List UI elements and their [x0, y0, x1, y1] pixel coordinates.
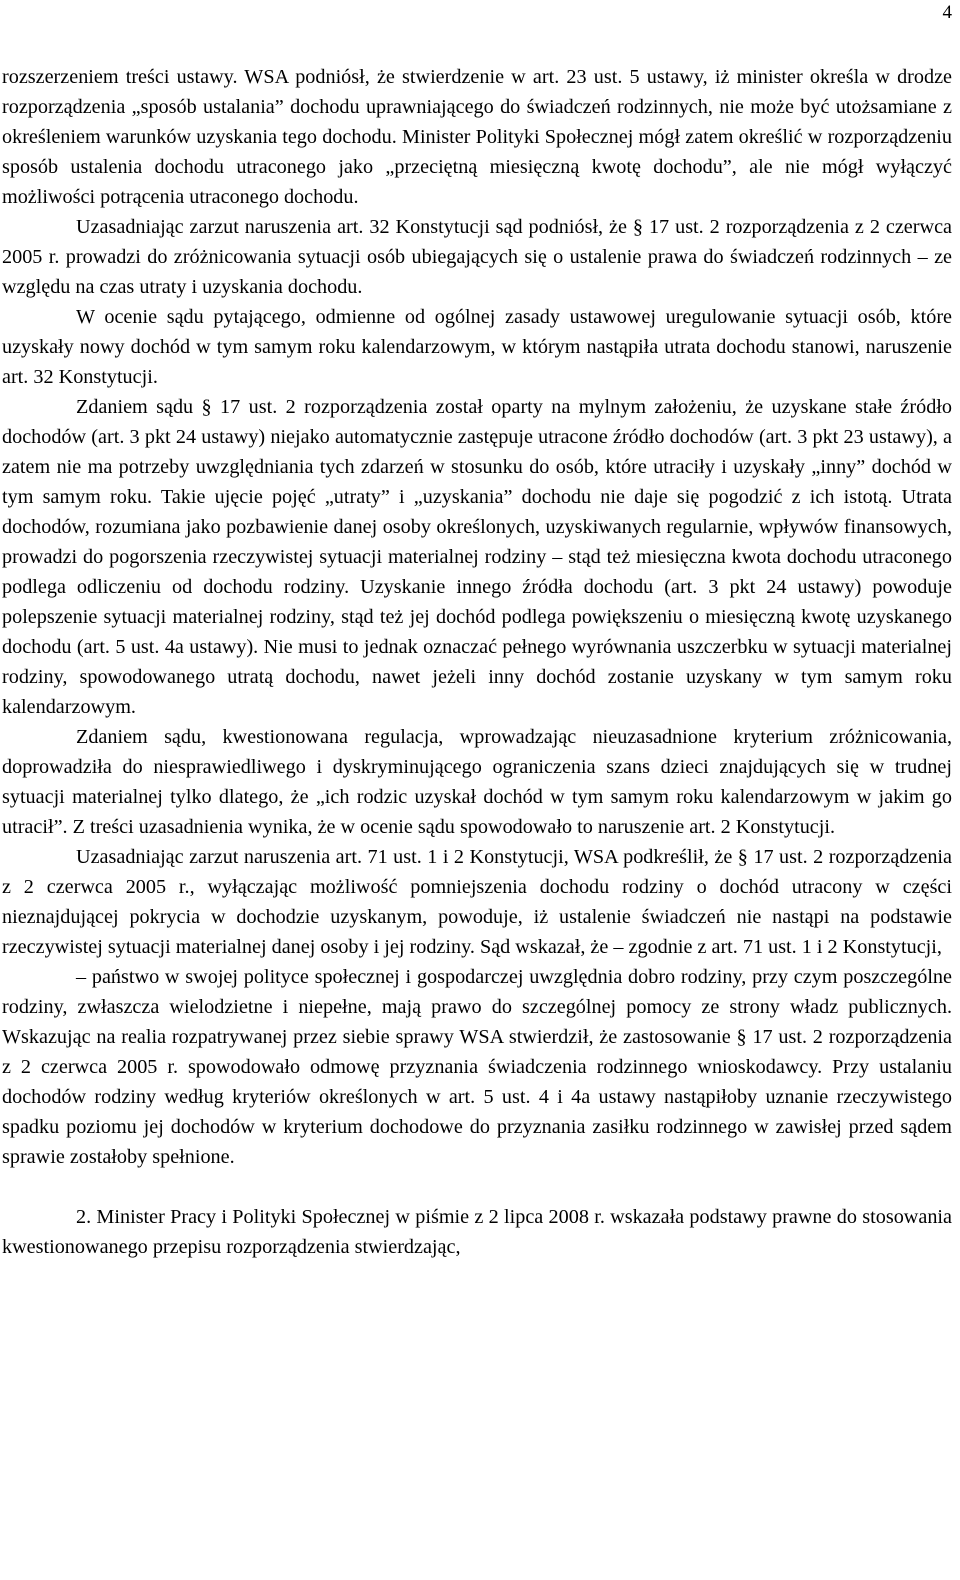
page-number: 4	[942, 2, 952, 23]
paragraph-continuation: rozszerzeniem treści ustawy. WSA podniósł, że stwierdzenie w art. 23 ust. 5 ustawy, iż minister określa w drodze rozporządzenia „sposób ustalania” dochodu uprawniającego do świadczeń rodzinnych, nie może być utożsamiane z określeniem warunków uzyskania tego dochodu. Minister Polityki Społecznej mógł zatem określić w rozporządzeniu sposób ustalenia dochodu utraconego jako „przeciętną miesięczną kwotę dochodu”, ale nie mógł wyłączyć możliwości potrącenia utraconego dochodu.	[2, 66, 952, 208]
paragraph: Uzasadniając zarzut naruszenia art. 32 Konstytucji sąd podniósł, że § 17 ust. 2 rozporządzenia z 2 czerwca 2005 r. prowadzi do zróżnicowania sytuacji osób ubiegających się o ustalenie prawa do świadczeń rodzinnych – ze względu na czas utraty i uzyskania dochodu.	[2, 216, 952, 298]
paragraph: Zdaniem sądu § 17 ust. 2 rozporządzenia został oparty na mylnym założeniu, że uzyskane stałe źródło dochodów (art. 3 pkt 24 ustawy) niejako automatycznie zastępuje utracone źródło dochodów (art. 3 pkt 23 ustawy), a zatem nie ma potrzeby uwzględniania tych zdarzeń w stosunku do osób, które utraciły i uzyskały „inny” dochód w tym samym roku. Takie ujęcie pojęć „utraty” i „uzyskania” dochodu nie daje się pogodzić z ich istotą. Utrata dochodów, rozumiana jako pozbawienie danej osoby określonych, uzyskiwanych regularnie, wpływów finansowych, prowadzi do pogorszenia rzeczywistej sytuacji materialnej rodziny – stąd też miesięczna kwota dochodu utraconego podlega odliczeniu od dochodu rodziny. Uzyskanie innego źródła dochodu (art. 3 pkt 24 ustawy) powoduje polepszenie sytuacji materialnej rodziny, stąd też jej dochód podlega powiększeniu o miesięczną kwotę uzyskanego dochodu (art. 5 ust. 4a ustawy). Nie musi to jednak oznaczać pełnego wyrównania uszczerbku w sytuacji materialnej rodziny, spowodowanego utratą dochodu, nawet jeżeli inny dochód zostanie uzyskany w tym samym roku kalendarzowym.	[2, 396, 952, 718]
paragraph: W ocenie sądu pytającego, odmienne od ogólnej zasady ustawowej uregulowanie sytuacji osób, które uzyskały nowy dochód w tym samym roku kalendarzowym, w którym nastąpiła utrata dochodu stanowi, naruszenie art. 32 Konstytucji.	[2, 306, 952, 388]
document-body	[2, 62, 952, 1262]
paragraph: – państwo w swojej polityce społecznej i gospodarczej uwzględnia dobro rodziny, przy czym poszczególne rodziny, zwłaszcza wielodzietne i niepełne, mają prawo do szczególnej pomocy ze strony władz publicznych. Wskazując na realia rozpatrywanej przez siebie sprawy WSA stwierdził, że zastosowanie § 17 ust. 2 rozporządzenia z 2 czerwca 2005 r. spowodowało odmowę przyznania świadczenia rodzinnego wnioskodawcy. Przy ustalaniu dochodów rodziny według kryteriów określonych w art. 5 ust. 4 i 4a ustawy nastąpiłoby uznanie rzeczywistego spadku poziomu jej dochodów w kryterium dochodowe do przyznania zasiłku rodzinnego w zawisłej przed sądem sprawie zostałoby spełnione.	[2, 966, 952, 1168]
paragraph: Uzasadniając zarzut naruszenia art. 71 ust. 1 i 2 Konstytucji, WSA podkreślił, że § 17 ust. 2 rozporządzenia z 2 czerwca 2005 r., wyłączając możliwość pomniejszenia dochodu rodziny o dochód utracony w części nieznajdującej pokrycia w dochodzie uzyskanym, powoduje, iż ustalenie świadczeń nie nastąpi na podstawie rzeczywistej sytuacji materialnej danej osoby i jej rodziny. Sąd wskazał, że – zgodnie z art. 71 ust. 1 i 2 Konstytucji,	[2, 846, 952, 958]
section-paragraph: 2. Minister Pracy i Polityki Społecznej w piśmie z 2 lipca 2008 r. wskazała podstawy prawne do stosowania kwestionowanego przepisu rozporządzenia stwierdzając,	[2, 1206, 952, 1258]
paragraph: Zdaniem sądu, kwestionowana regulacja, wprowadzając nieuzasadnione kryterium zróżnicowania, doprowadziła do niesprawiedliwego i dyskryminującego ograniczenia szans dzieci znajdujących się w trudnej sytuacji materialnej tylko dlatego, że „ich rodzic uzyskał dochód w tym samym roku kalendarzowym w jakim go utracił”. Z treści uzasadnienia wynika, że w ocenie sądu spowodowało to naruszenie art. 2 Konstytucji.	[2, 726, 952, 838]
